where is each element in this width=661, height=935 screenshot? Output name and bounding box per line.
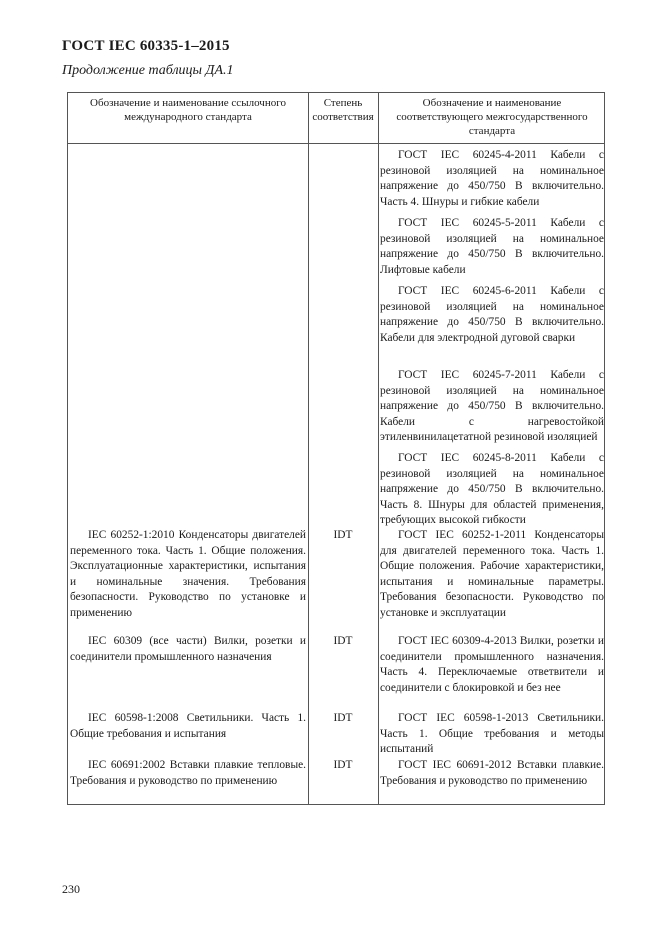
table-cell-national: ГОСТ IEC 60598-1-2013 Светильники. Часть 1. Общие требования и методы испытаний [380,712,604,755]
column-divider [378,93,379,804]
standards-table [67,92,605,805]
table-cell-degree: IDT [333,759,353,771]
table-cell-national: ГОСТ IEC 60252-1-2011 Конденсаторы для двигателей переменного тока. Часть 1. Общие положения. Рабочие характеристики, испытания и номинальные параметры. Требования безопасности. Руководство по установке и эксплуатации [380,529,604,619]
column-header-international: Обозначение и наименование ссылочного международного стандарта [90,97,286,123]
table-cell-national: ГОСТ IEC 60245-4-2011 Кабели с резиновой изоляцией на номинальное напряжение до 450/750 В включительно. Часть 4. Шнуры и гибкие кабели [380,149,604,208]
table-cell-national: ГОСТ IEC 60245-5-2011 Кабели с резиновой изоляцией на номинальное напряжение до 450/750 В включительно. Лифтовые кабели [380,217,604,276]
column-divider [308,93,309,804]
column-header-degree: Степень соответствия [312,97,374,123]
table-cell-degree: IDT [333,712,353,724]
column-header-national: Обозначение и наименование соответствующего межгосударственного стандарта [396,97,588,137]
table-cell-international: IEC 60598-1:2008 Светильники. Часть 1. Общие требования и испытания [70,712,306,740]
table-cell-national: ГОСТ IEC 60691-2012 Вставки плавкие. Требования и руководство по применению [380,759,604,787]
table-cell-international: IEC 60252-1:2010 Конденсаторы двигателей переменного тока. Часть 1. Общие положения. Эксплуатационные характеристики, испытания и номинальные значения. Требования безопасности. Руководство по установке и применению [70,529,306,619]
table-cell-national: ГОСТ IEC 60245-7-2011 Кабели с резиновой изоляцией на номинальное напряжение до 450/750 В включительно. Кабели с нагревостойкой этиленвинилацетатной резиновой изоляцией [380,369,604,443]
table-cell-national: ГОСТ IEC 60309-4-2013 Вилки, розетки и соединители промышленного назначения. Часть 4. Переключаемые ответвители и соединители с блокировкой и без нее [380,635,604,694]
header-divider [68,143,604,144]
table-cell-international: IEC 60309 (все части) Вилки, розетки и соединители промышленного назначения [70,635,306,663]
table-cell-degree: IDT [333,635,353,647]
document-title: ГОСТ IEC 60335-1–2015 [62,38,230,54]
table-cell-national: ГОСТ IEC 60245-6-2011 Кабели с резиновой изоляцией на номинальное напряжение до 450/750 В включительно. Кабели для электродной дуговой сварки [380,285,604,344]
table-continuation-caption: Продолжение таблицы ДА.1 [62,63,234,78]
page-number: 230 [62,882,80,896]
table-cell-degree: IDT [333,529,353,541]
table-cell-national: ГОСТ IEC 60245-8-2011 Кабели с резиновой изоляцией на номинальное напряжение до 450/750 В включительно. Часть 8. Шнуры для областей применения, требующих высокой гибкости [380,452,604,526]
table-cell-international: IEC 60691:2002 Вставки плавкие тепловые. Требования и руководство по применению [70,759,306,787]
